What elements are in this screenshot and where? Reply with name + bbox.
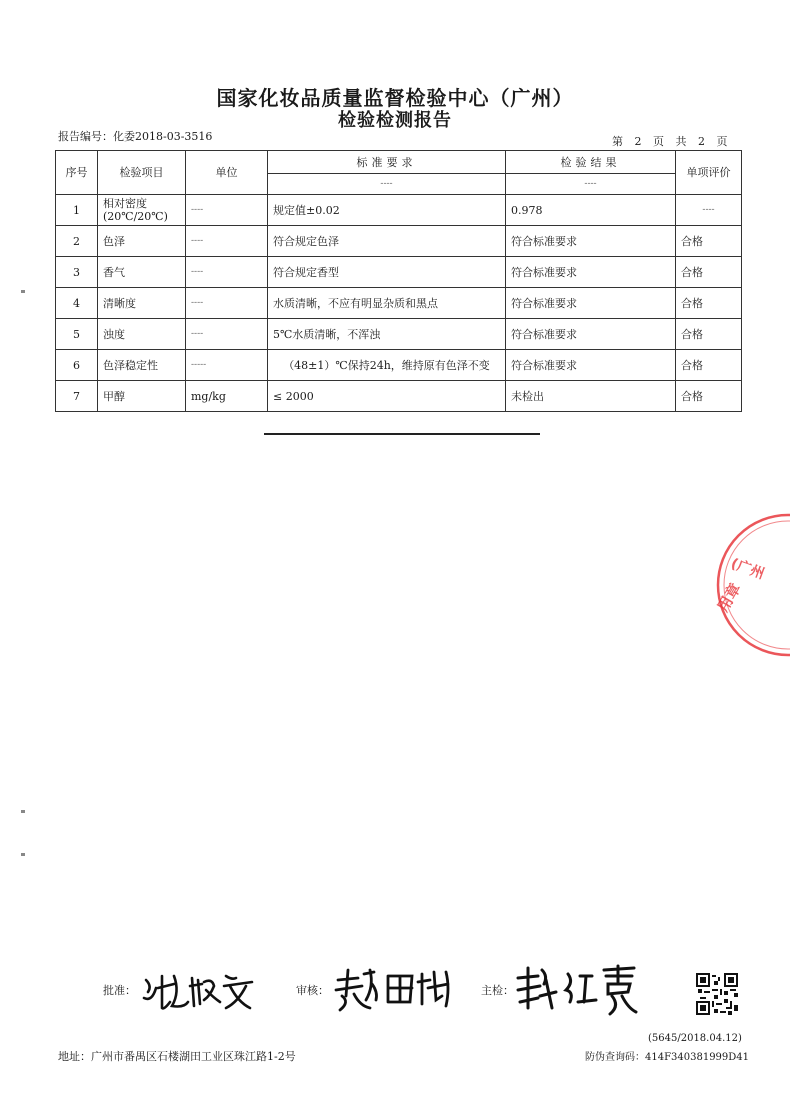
address <box>58 1048 296 1064</box>
row-unit: ----- <box>186 350 268 381</box>
row-result: 符合标准要求 <box>506 257 676 288</box>
row-evaluation: 合格 <box>676 288 742 319</box>
row-standard: 符合规定色泽 <box>268 226 506 257</box>
header-result: 检验结果 <box>506 151 676 174</box>
header-evaluation: 单项评价 <box>676 151 742 195</box>
row-no: 7 <box>56 381 98 412</box>
row-evaluation: ---- <box>676 195 742 226</box>
row-unit: ---- <box>186 319 268 350</box>
header-no: 序号 <box>56 151 98 195</box>
header-unit: 单位 <box>186 151 268 195</box>
row-no: 3 <box>56 257 98 288</box>
reviewer-signature <box>330 966 460 1014</box>
table-end-line <box>264 433 540 435</box>
table-row <box>56 195 742 226</box>
row-item: 浊度 <box>98 319 186 350</box>
header-item: 检验项目 <box>98 151 186 195</box>
table-row <box>56 319 742 350</box>
row-item: 色泽稳定性 <box>98 350 186 381</box>
row-standard: （48±1）℃保持24h，维持原有色泽不变 <box>268 350 506 381</box>
report-number-label: 报告编号： <box>58 130 113 143</box>
official-seal-stamp <box>700 505 790 665</box>
approve-label: 批准： <box>103 984 136 997</box>
row-standard: ≤ 2000 <box>268 381 506 412</box>
row-result: 0.978 <box>506 195 676 226</box>
row-standard: 符合规定香型 <box>268 257 506 288</box>
table-row <box>56 350 742 381</box>
row-evaluation: 合格 <box>676 381 742 412</box>
page-info: 第 2 页 共 2 页 <box>612 135 728 148</box>
table-row <box>56 381 742 412</box>
binding-mark <box>21 810 25 813</box>
row-result: 符合标准要求 <box>506 350 676 381</box>
row-item: 清晰度 <box>98 288 186 319</box>
qr-code-icon <box>696 973 738 1015</box>
row-evaluation: 合格 <box>676 257 742 288</box>
address-value: 广州市番禺区石楼湖田工业区珠江路1-2号 <box>91 1050 296 1063</box>
svg-text:用章: 用章 <box>713 580 745 615</box>
row-evaluation: 合格 <box>676 319 742 350</box>
report-number-value: 化委2018-03-3516 <box>113 130 213 143</box>
table-row <box>56 226 742 257</box>
row-result: 符合标准要求 <box>506 319 676 350</box>
row-result: 符合标准要求 <box>506 226 676 257</box>
row-no: 1 <box>56 195 98 226</box>
row-result: 符合标准要求 <box>506 288 676 319</box>
header-standard-sub: ---- <box>268 174 506 195</box>
anticounterfeit-label: 防伪查询码： <box>585 1052 645 1063</box>
binding-mark <box>21 853 25 856</box>
row-standard: 规定值±0.02 <box>268 195 506 226</box>
inspect-label: 主检： <box>481 984 514 997</box>
row-no: 5 <box>56 319 98 350</box>
binding-mark <box>21 290 25 293</box>
row-no: 6 <box>56 350 98 381</box>
row-result: 未检出 <box>506 381 676 412</box>
row-unit: ---- <box>186 226 268 257</box>
row-item: 香气 <box>98 257 186 288</box>
row-unit: ---- <box>186 195 268 226</box>
header-result-sub: ---- <box>506 174 676 195</box>
row-item: 色泽 <box>98 226 186 257</box>
table-row <box>56 288 742 319</box>
inspector-signature <box>512 962 642 1018</box>
anticounterfeit-value: 414F340381999D41 <box>645 1052 750 1063</box>
svg-text:(广州: (广州 <box>728 555 767 583</box>
address-label: 地址： <box>58 1050 91 1063</box>
table-row <box>56 257 742 288</box>
row-standard: 5℃水质清晰，不浑浊 <box>268 319 506 350</box>
document-code: (5645/2018.04.12) <box>648 1033 742 1044</box>
inspection-table <box>55 150 742 412</box>
anticounterfeit-code <box>585 1048 749 1063</box>
row-evaluation: 合格 <box>676 226 742 257</box>
row-evaluation: 合格 <box>676 350 742 381</box>
approver-signature <box>140 968 260 1012</box>
row-standard: 水质清晰，不应有明显杂质和黑点 <box>268 288 506 319</box>
row-unit: mg/kg <box>186 381 268 412</box>
report-number <box>58 128 212 144</box>
row-item: 相对密度 (20℃/20℃) <box>98 195 186 226</box>
row-unit: ---- <box>186 288 268 319</box>
report-subtitle: 检验检测报告 <box>338 110 452 131</box>
review-label: 审核： <box>296 984 329 997</box>
report-title: 国家化妆品质量监督检验中心（广州） <box>216 86 574 110</box>
header-standard: 标准要求 <box>268 151 506 174</box>
row-item: 甲醇 <box>98 381 186 412</box>
row-unit: ---- <box>186 257 268 288</box>
row-no: 4 <box>56 288 98 319</box>
row-no: 2 <box>56 226 98 257</box>
